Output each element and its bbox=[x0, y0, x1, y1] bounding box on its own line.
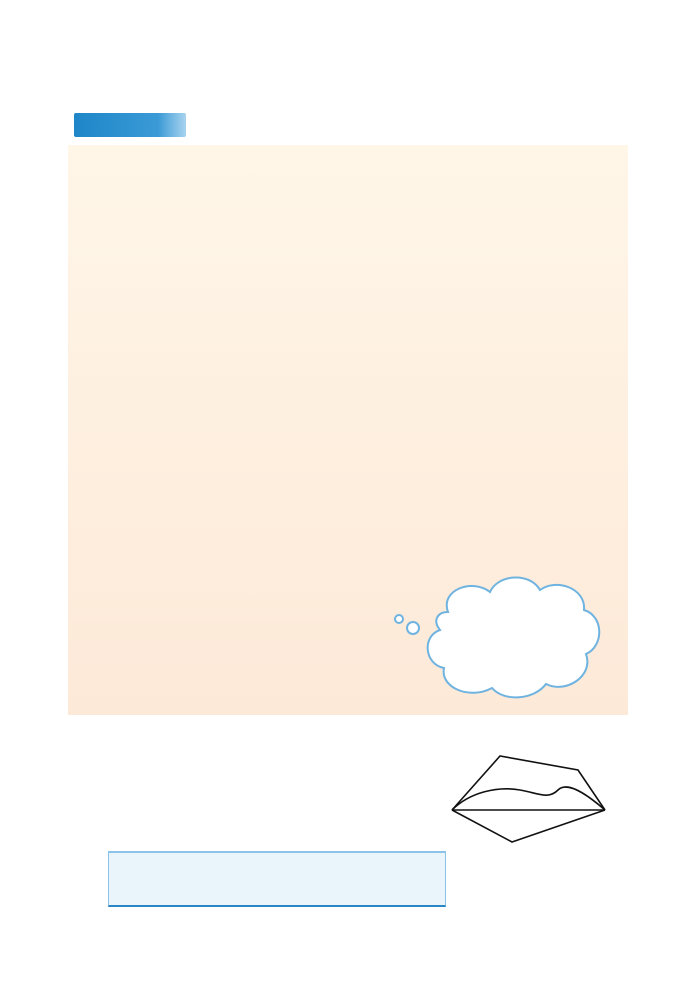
path-adec bbox=[452, 756, 605, 810]
reading-panel bbox=[68, 145, 628, 715]
chapter-header bbox=[470, 50, 486, 65]
section-tag bbox=[74, 113, 186, 137]
path-abc bbox=[452, 810, 605, 842]
conclusion-box bbox=[108, 851, 446, 907]
path-afc-curve bbox=[452, 787, 605, 810]
